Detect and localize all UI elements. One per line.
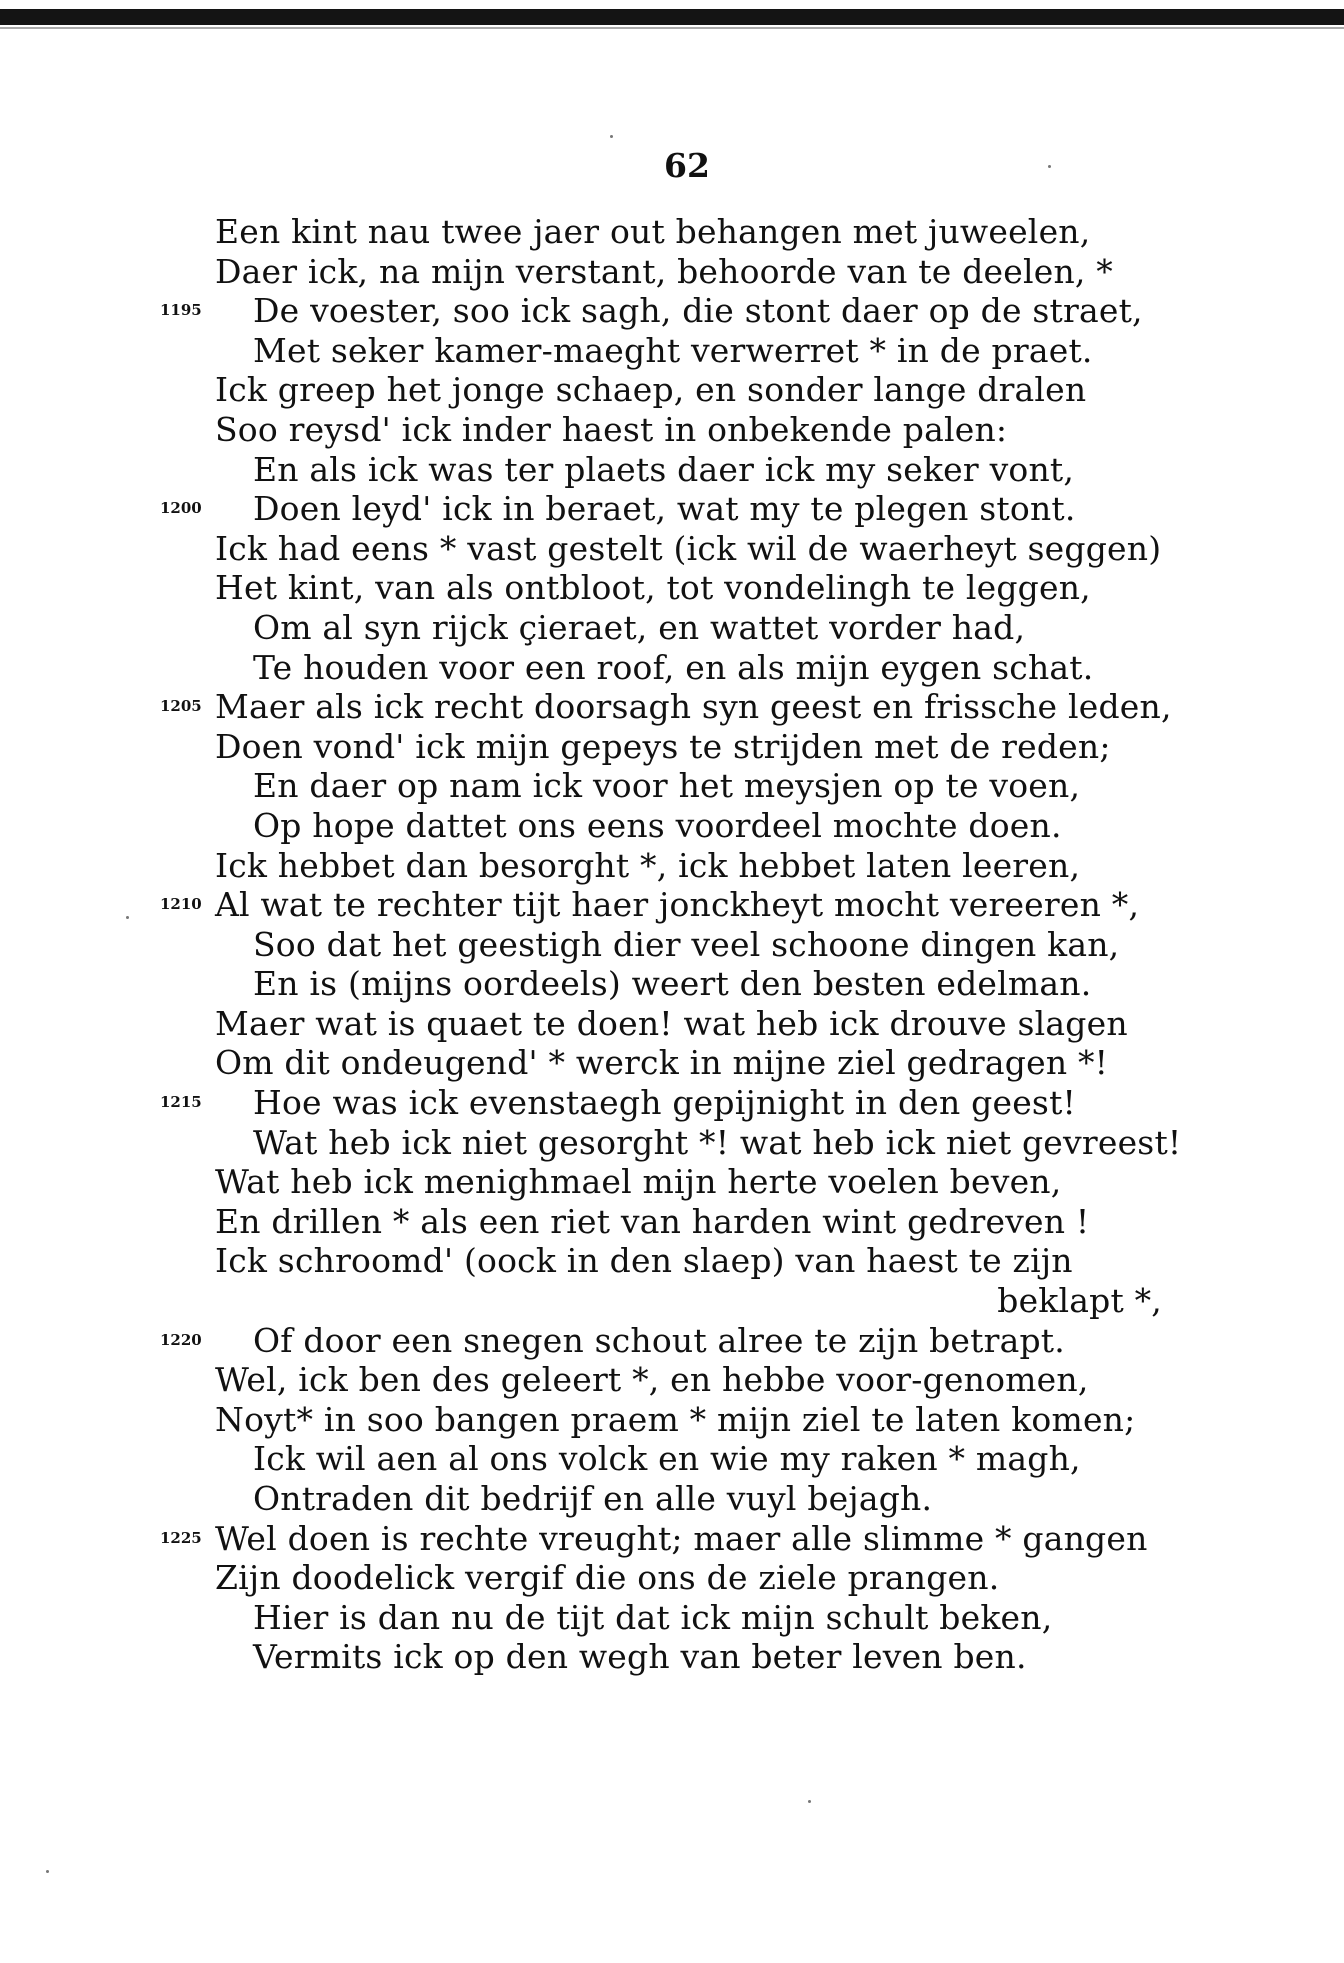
poem-line [0, 766, 1344, 806]
poem-line [0, 568, 1344, 608]
poem-line [0, 964, 1344, 1004]
page-number: 62 [664, 146, 710, 185]
line-number: 1220 [160, 1330, 202, 1349]
poem-line [0, 1083, 1344, 1123]
print-speck [610, 135, 613, 138]
poem-line-text: Hoe was ick evenstaegh gepijnight in den geest! [253, 1083, 1076, 1123]
poem-line-text: Maer wat is quaet te doen! wat heb ick drouve slagen [215, 1003, 1128, 1043]
print-speck [126, 916, 129, 919]
poem-line-text: Hier is dan nu de tijt dat ick mijn schult beken, [253, 1597, 1053, 1637]
poem-line [0, 727, 1344, 767]
poem-line-text: Ick had eens * vast gestelt (ick wil de waerheyt seggen) [215, 528, 1162, 568]
poem-line-text: Een kint nau twee jaer out behangen met juweelen, [215, 212, 1091, 251]
poem-line-text: Wel, ick ben des geleert *, en hebbe voor-genomen, [215, 1360, 1089, 1400]
poem-line [0, 1558, 1344, 1598]
poem-line [0, 1162, 1344, 1202]
poem-line-text: Noyt* in soo bangen praem * mijn ziel te laten komen; [215, 1399, 1136, 1439]
poem-line-text: Ick greep het jonge schaep, en sonder lange dralen [215, 370, 1087, 410]
line-number: 1200 [160, 499, 202, 518]
line-number: 1205 [160, 697, 202, 716]
poem-line [0, 1241, 1344, 1281]
poem-line-text: Maer als ick recht doorsagh syn geest en frissche leden, [215, 687, 1172, 727]
print-speck [808, 1800, 811, 1803]
poem-line [0, 489, 1344, 529]
poem-line-text: Ick wil aen al ons volck en wie my raken * magh, [253, 1439, 1081, 1479]
line-number: 1225 [160, 1528, 202, 1547]
poem-line-text: En drillen * als een riet van harden wint gedreven ! [215, 1201, 1090, 1241]
poem-line [0, 1004, 1344, 1044]
poem-line [0, 925, 1344, 965]
poem-line [0, 410, 1344, 450]
print-speck [46, 1870, 49, 1873]
poem-line [0, 450, 1344, 490]
poem-line-text: Al wat te rechter tijt haer jonckheyt mocht vereeren *, [215, 885, 1140, 925]
poem-line-text: Soo reysd' ick inder haest in onbekende palen: [215, 409, 1008, 449]
top-border-thin-rule [0, 27, 1344, 29]
poem-line [0, 1479, 1344, 1519]
poem-line [0, 806, 1344, 846]
poem-line [0, 1519, 1344, 1559]
poem-line [0, 1400, 1344, 1440]
poem-line-text: Het kint, van als ontbloot, tot vondelingh te leggen, [215, 568, 1091, 608]
poem-line [0, 212, 1344, 252]
poem-line [0, 1202, 1344, 1242]
poem-line-text: Ick schroomd' (oock in den slaep) van haest te zijn [215, 1241, 1073, 1281]
poem-line-text: En daer op nam ick voor het meysjen op te voen, [253, 766, 1081, 806]
poem-line-text: Wel doen is rechte vreught; maer alle slimme * gangen [215, 1518, 1148, 1558]
poem-line-text: Soo dat het geestigh dier veel schoone dingen kan, [253, 924, 1120, 964]
poem-line-text: Op hope dattet ons eens voordeel mochte doen. [253, 805, 1062, 845]
poem-line-text: Of door een snegen schout alree te zijn betrapt. [253, 1320, 1065, 1360]
poem-line-text: Om dit ondeugend' * werck in mijne ziel gedragen *! [215, 1043, 1109, 1083]
poem-line [0, 291, 1344, 331]
poem-line-text: Te houden voor een roof, en als mijn eygen schat. [253, 647, 1094, 687]
poem-line-text: beklapt *, [997, 1281, 1162, 1321]
poem-line-text: Ontraden dit bedrijf en alle vuyl bejagh. [253, 1479, 933, 1518]
poem-line [0, 529, 1344, 569]
print-speck [1048, 165, 1051, 168]
poem-line-text: Doen vond' ick mijn gepeys te strijden met de reden; [215, 726, 1111, 766]
poem-line [0, 1123, 1344, 1163]
poem-line-text: Doen leyd' ick in beraet, wat my te plegen stont. [253, 489, 1076, 529]
line-number: 1210 [160, 895, 202, 914]
poem-line-text: En als ick was ter plaets daer ick my seker vont, [253, 449, 1075, 489]
poem-line [0, 687, 1344, 727]
poem-line-text: Vermits ick op den wegh van beter leven ben. [253, 1637, 1027, 1677]
poem-line-text: De voester, soo ick sagh, die stont daer op de straet, [253, 291, 1143, 331]
poem-line [0, 1043, 1344, 1083]
poem-line-text: Om al syn rijck çieraet, en wattet vorder had, [253, 607, 1026, 647]
poem-line [0, 608, 1344, 648]
poem-line-text: Zijn doodelick vergif die ons de ziele prangen. [215, 1558, 1000, 1598]
poem-text-block [0, 212, 1344, 1677]
poem-line [0, 1598, 1344, 1638]
poem-line [0, 331, 1344, 371]
poem-line [0, 1321, 1344, 1361]
top-border-rule [0, 9, 1344, 25]
poem-line [0, 252, 1344, 292]
poem-line-text: Met seker kamer-maeght verwerret * in de praet. [253, 330, 1093, 370]
poem-line [0, 1439, 1344, 1479]
poem-line [0, 1360, 1344, 1400]
poem-line [0, 1281, 1344, 1321]
line-number: 1215 [160, 1093, 202, 1112]
poem-line [0, 648, 1344, 688]
poem-line [0, 1637, 1344, 1677]
poem-line-text: Wat heb ick niet gesorght *! wat heb ick niet gevreest! [253, 1122, 1182, 1162]
line-number: 1195 [160, 301, 202, 320]
poem-line [0, 885, 1344, 925]
poem-line-text: Wat heb ick menighmael mijn herte voelen beven, [215, 1162, 1062, 1202]
poem-line-text: Ick hebbet dan besorght *, ick hebbet laten leeren, [215, 845, 1081, 885]
poem-line-text: En is (mijns oordeels) weert den besten edelman. [253, 964, 1092, 1004]
poem-line [0, 846, 1344, 886]
poem-line-text: Daer ick, na mijn verstant, behoorde van te deelen, * [215, 251, 1113, 291]
poem-line [0, 370, 1344, 410]
